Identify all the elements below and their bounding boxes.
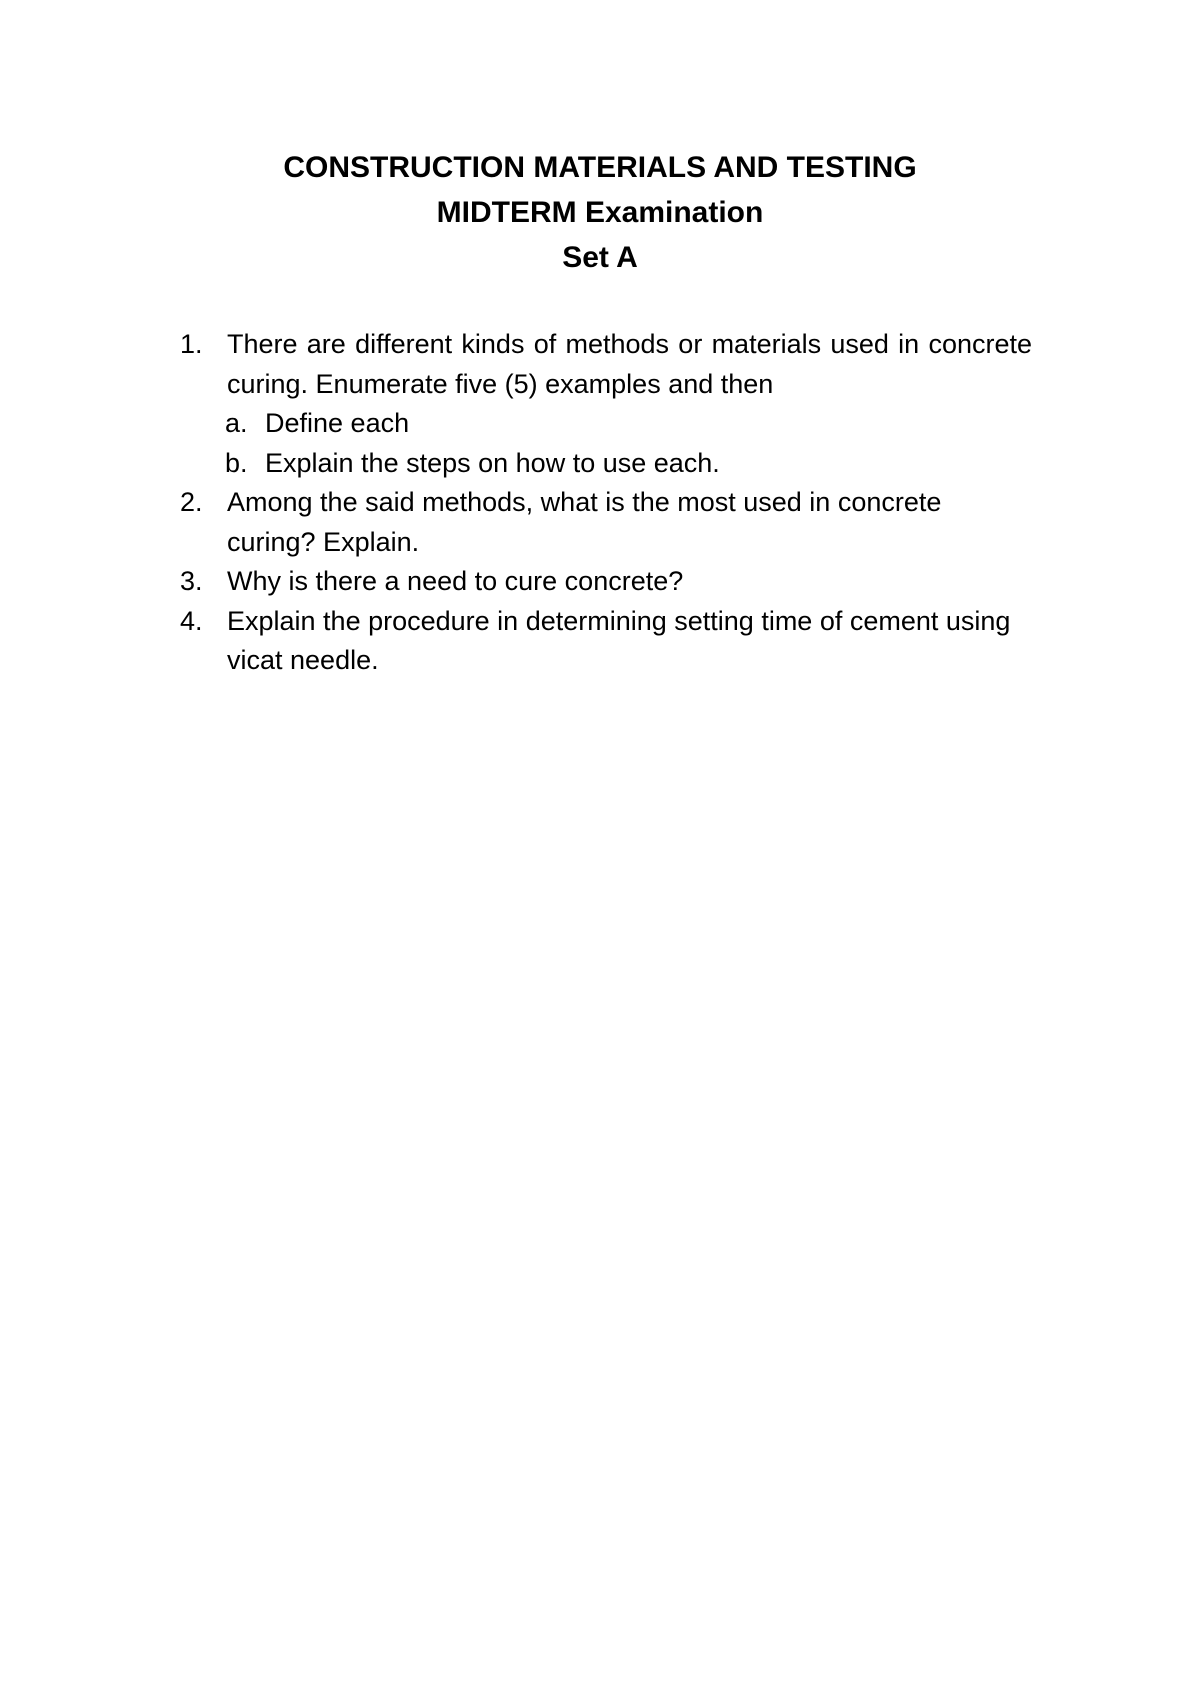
sub-item-text: Explain the steps on how to use each.	[265, 447, 720, 478]
set-label: Set A	[562, 241, 638, 274]
sub-item-text: Define each	[265, 408, 410, 438]
course-title: CONSTRUCTION MATERIALS AND TESTING	[283, 151, 917, 184]
question-1	[180, 325, 1032, 404]
question-number: 4.	[180, 605, 203, 636]
question-text: Explain the procedure in determining setting time of cement using vicat needle.	[227, 605, 1011, 675]
sub-item-letter: a.	[225, 408, 248, 438]
sub-item-b	[180, 444, 1032, 484]
question-2	[180, 483, 1032, 562]
question-list	[180, 325, 1032, 681]
exam-header	[0, 145, 1200, 280]
question-text: There are different kinds of methods or materials used in concrete curing. Enumerate five (5) examples and then	[227, 329, 1032, 399]
question-number: 2.	[180, 487, 203, 517]
question-text: Among the said methods, what is the most used in concrete curing? Explain.	[227, 487, 942, 557]
question-number: 3.	[180, 566, 203, 596]
sub-item-letter: b.	[225, 447, 248, 478]
sub-item-a	[180, 404, 1032, 444]
exam-title: MIDTERM Examination	[436, 196, 764, 229]
question-text: Why is there a need to cure concrete?	[227, 566, 684, 596]
question-4	[180, 602, 1032, 681]
question-number: 1.	[180, 329, 203, 359]
question-3	[180, 562, 1032, 602]
